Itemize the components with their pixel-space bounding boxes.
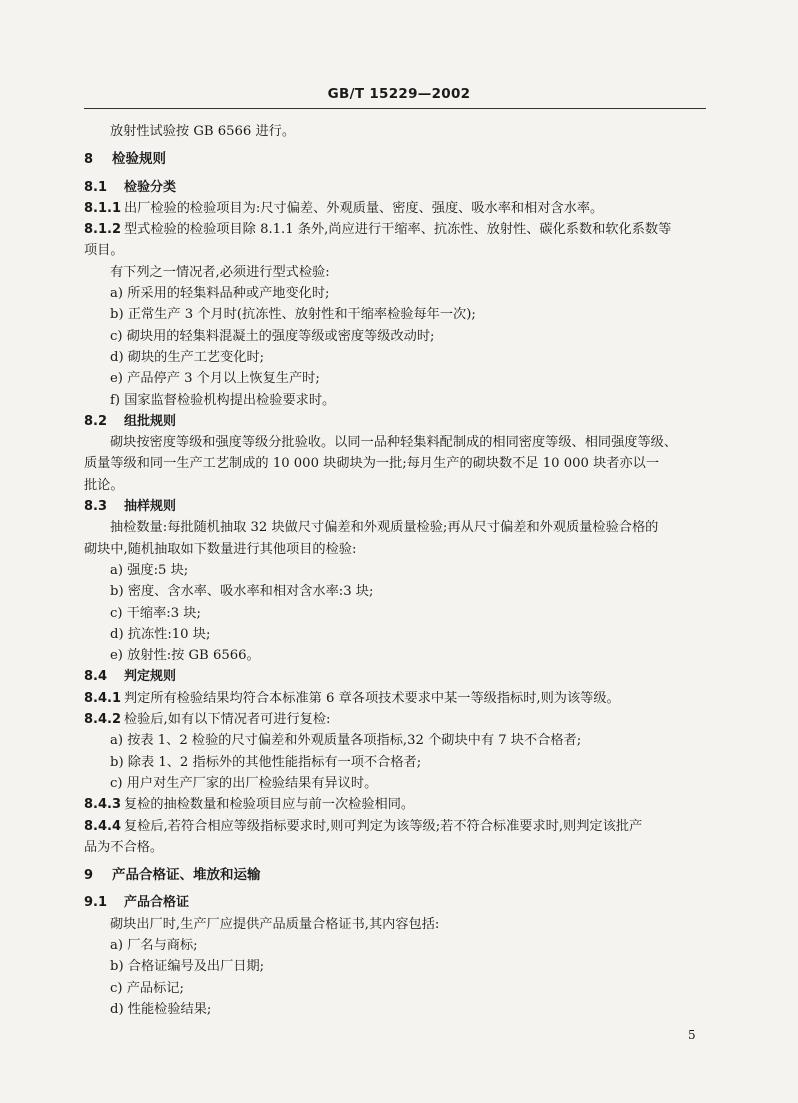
text-line: 品为不合格。 [84,839,164,855]
text-line: c) 干缩率:3 块; [110,605,201,621]
section-title: 产品合格证、堆放和运输 [112,867,261,884]
subsection-heading [84,177,710,198]
text-line: 砌块按密度等级和强度等级分批验收。以同一品种轻集料配制成的相同密度等级、相同强度等级、 [110,435,678,451]
text-line: 砌块中,随机抽取如下数量进行其他项目的检验: [84,541,357,557]
subsection-heading [84,892,710,913]
text-line: d) 砌块的生产工艺变化时; [110,349,265,365]
section-heading [84,865,710,886]
clause-text: 检验后,如有以下情况者可进行复检: [124,712,331,728]
page-number: 5 [688,1028,696,1042]
text-line: c) 砌块用的轻集料混凝土的强度等级或密度等级改动时; [110,328,435,344]
text-line: a) 厂名与商标; [110,937,198,953]
text-line: d) 抗冻性:10 块; [110,626,211,642]
text-line: 项目。 [84,243,124,259]
text-line: b) 密度、含水率、吸水率和相对含水率:3 块; [110,584,374,600]
clause-text: 判定所有检验结果均符合本标准第 6 章各项技术要求中某一等级指标时,则为该等级。 [124,690,620,706]
subsection-heading [84,411,710,432]
text-line: b) 除表 1、2 指标外的其他性能指标有一项不合格者; [110,754,422,770]
section-title: 产品合格证 [124,895,190,911]
clause-number: 8.4.1 [84,690,122,706]
clause-paragraph [84,688,710,709]
clause-text: 型式检验的检验项目除 8.1.1 条外,尚应进行干缩率、抗冻性、放射性、碳化系数和软化系数等 [124,222,672,238]
clause-text: 复检后,若符合相应等级指标要求时,则可判定为该等级;若不符合标准要求时,则判定该批产 [124,818,643,834]
clause-paragraph [84,219,710,240]
clause-number: 8.4.4 [84,818,122,834]
text-line: 砌块出厂时,生产厂应提供产品质量合格证书,其内容包括: [110,916,440,932]
text-line: 放射性试验按 GB 6566 进行。 [110,124,296,139]
subsection-heading [84,666,710,687]
section-number: 8.4 [84,669,108,685]
section-number: 8.1 [84,179,108,195]
clause-paragraph [84,816,710,837]
section-number: 9 [84,868,94,884]
subsection-heading [84,496,710,517]
section-title: 判定规则 [124,669,177,685]
text-line: b) 正常生产 3 个月时(抗冻性、放射性和干缩率检验每年一次); [110,307,476,323]
page-header: GB/T 15229—2002 [327,86,471,102]
clause-text: 出厂检验的检验项目为:尺寸偏差、外观质量、密度、强度、吸水率和相对含水率。 [124,200,604,216]
clause-paragraph [84,794,710,815]
clause-paragraph [84,709,710,730]
text-line: f) 国家监督检验机构提出检验要求时。 [110,392,336,408]
clause-number: 8.4.2 [84,712,122,728]
text-line: 抽检数量:每批随机抽取 32 块做尺寸偏差和外观质量检验;再从尺寸偏差和外观质量检验合格的 [110,520,659,536]
text-line: d) 性能检验结果; [110,1001,212,1017]
text-line: a) 强度:5 块; [110,562,189,578]
clause-paragraph [84,198,710,219]
section-title: 抽样规则 [124,499,177,515]
section-number: 9.1 [84,895,108,911]
section-title: 检验分类 [124,179,177,195]
section-number: 8 [84,152,94,168]
section-number: 8.2 [84,413,108,429]
clause-number: 8.1.1 [84,200,122,216]
clause-number: 8.4.3 [84,797,122,813]
text-line: a) 按表 1、2 检验的尺寸偏差和外观质量各项指标,32 个砌块中有 7 块不合格者; [110,733,582,749]
section-title: 检验规则 [112,151,166,168]
text-line: e) 产品停产 3 个月以上恢复生产时; [110,371,320,387]
section-heading [84,149,710,170]
text-line: e) 放射性:按 GB 6566。 [110,648,260,664]
document-body [84,121,710,1020]
header-rule [84,108,706,109]
section-title: 组批规则 [124,413,177,429]
text-line: a) 所采用的轻集料品种或产地变化时; [110,286,330,302]
text-line: 有下列之一情况者,必须进行型式检验: [110,264,330,280]
text-line: c) 用户对生产厂家的出厂检验结果有异议时。 [110,775,378,791]
text-line: b) 合格证编号及出厂日期; [110,959,265,975]
text-line: 批论。 [84,477,124,493]
text-line: c) 产品标记; [110,980,184,996]
clause-number: 8.1.2 [84,222,122,238]
section-number: 8.3 [84,499,108,515]
text-line: 质量等级和同一生产工艺制成的 10 000 块砌块为一批;每月生产的砌块数不足 10 000 块者亦以一 [84,456,660,472]
clause-text: 复检的抽检数量和检验项目应与前一次检验相同。 [124,797,415,813]
